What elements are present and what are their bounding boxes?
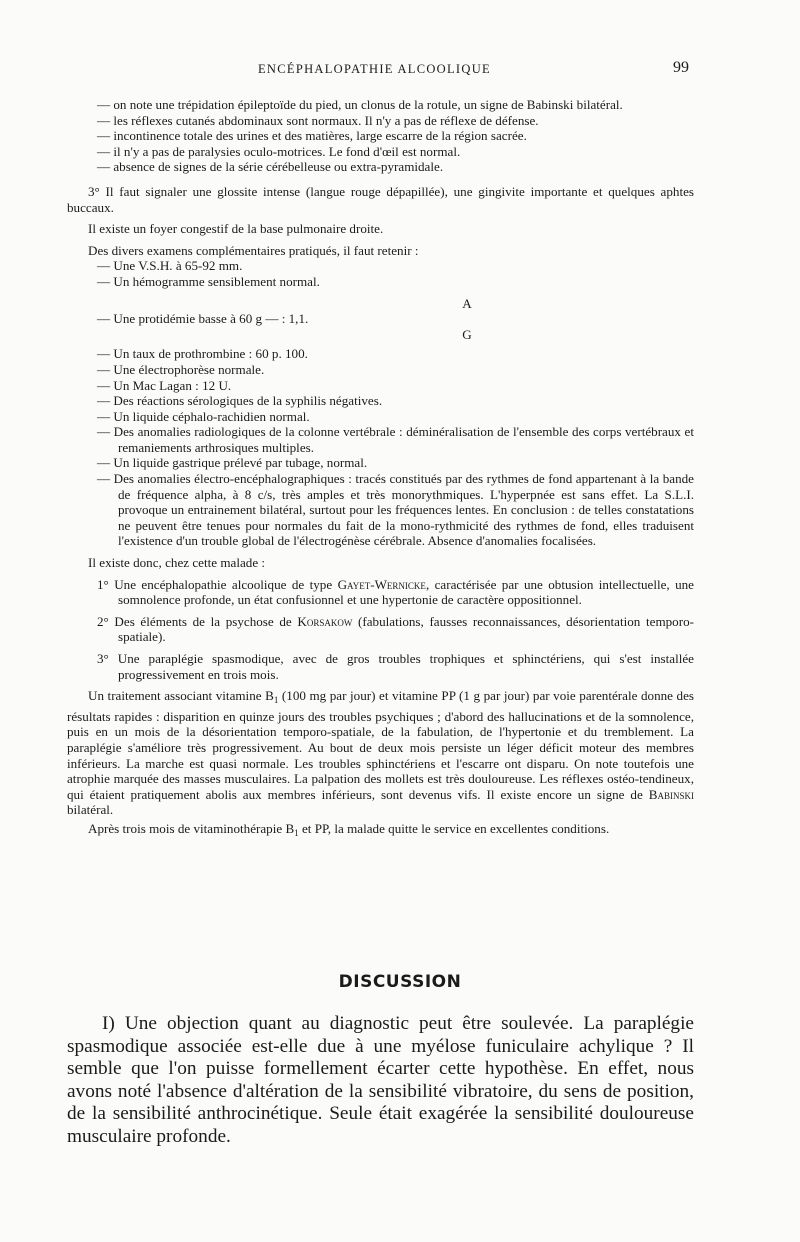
list-item: — Un taux de prothrombine : 60 p. 100. xyxy=(97,346,308,362)
list-item: — Des réactions sérologiques de la syphilis négatives. xyxy=(97,393,383,409)
list-item: — Des anomalies radiologiques de la colonne vertébrale : déminéralisation de l'ensemble des corps vertébraux et remaniements arthrosiques multiples. xyxy=(97,424,694,455)
list-item: — Un Mac Lagan : 12 U. xyxy=(97,377,232,393)
paragraph-foyer: Il existe un foyer congestif de la base pulmonaire droite. xyxy=(88,221,384,237)
list-item: — Un hémogramme sensiblement normal. xyxy=(97,273,320,289)
list-item: — il n'y a pas de paralysies oculo-motrices. Le fond d'œil est normal. xyxy=(97,143,461,159)
exams-intro: Des divers examens complémentaires pratiqués, il faut retenir : xyxy=(88,242,419,258)
paragraph-treatment: Un traitement associant vitamine $B_1$ (100 mg par jour) et vitamine PP (1 g par jour) par voie parentérale donne des résultats rapides : disparition en quinze jours des troubles psychiques ; d'abord des hallucinations et de la somnolence, puis en un mois de la désorientation temporo-spatiale, de la fabulation, de l'hypertonie et du tremblement. La paraplégie s'améliore très progressivement. Au bout de deux mois persiste un léger déficit moteur des membres inférieurs. La marche est quasi normale. Les troubles sphinctériens et l'escarre ont disparu. On note toutefois une atrophie marquée des masses musculaires. La palpation des mollets est très douloureuse. Les réflexes ostéo-tendineux, qui étaient pratiquement abolis aux membres inférieurs, sont devenus vifs. Il existe encore un signe de Babinski bilatéral. xyxy=(67,688,694,818)
list-item: — on note une trépidation épileptoïde du pied, un clonus de la rotule, un signe de Babinski bilatéral. xyxy=(97,97,623,112)
paragraph-conclusion: Après trois mois de vitaminothérapie $B_1$ et PP, la malade quitte le service en excellentes conditions. xyxy=(88,820,610,838)
author-name: Babinski xyxy=(648,786,694,802)
list-item: — Un liquide gastrique prélevé par tubage, normal. xyxy=(97,455,368,471)
page-number: 99 xyxy=(673,59,689,76)
author-name: Korsakow xyxy=(297,613,353,629)
summary-intro: Il existe donc, chez cette malade : xyxy=(88,555,266,571)
list-item: — Une protidémie basse à 60 g — : 1,1. xyxy=(97,311,309,327)
author-name: Gayet-Wernicke xyxy=(337,576,426,592)
summary-item-2: 2° Des éléments de la psychose de Korsakow (fabulations, fausses reconnaissances, désorientation temporo-spatiale). xyxy=(97,613,694,645)
list-item: — les réflexes cutanés abdominaux sont normaux. Il n'y a pas de réflexe de défense. xyxy=(97,112,539,128)
list-item: — Des anomalies électro-encéphalographiques : tracés constitués par des rythmes de fond appartenant à la bande de fréquence alpha, à 8 c/s, très amples et très monorythmiques. L'hyperpnée est sans effet. La S.L.I. provoque un entrainement bilatéral, surtout pour les fréquences lentes. En conclusion : de telles constatations ne peuvent être tenues pour normales du fait de la mono-rythmicité des rythmes de fond, elles traduisent l'existence d'un trouble global de l'électrogénèse cérébrale. Absence d'anomalies focalisées. xyxy=(97,471,694,549)
case-report-body xyxy=(67,97,694,842)
list-item: — Un liquide céphalo-rachidien normal. xyxy=(97,408,310,424)
list-item: — incontinence totale des urines et des matières, large escarre de la région sacrée. xyxy=(97,128,527,144)
list-item: — Une électrophorèse normale. xyxy=(97,361,265,377)
summary-item-1: 1° Une encéphalopathie alcoolique de type Gayet-Wernicke, caractérisée par une obtusion intellectuelle, une somnolence profonde, un état confusionnel et une hypertonie de caractère oppositionnel. xyxy=(97,576,694,608)
paragraph-glossite: 3° Il faut signaler une glossite intense (langue rouge dépapillée), une gingivite importante et quelques aphtes buccaux. xyxy=(67,183,694,215)
running-header xyxy=(0,59,800,82)
list-item: — absence de signes de la série cérébelleuse ou extra-pyramidale. xyxy=(97,159,444,175)
ratio-denominator: G xyxy=(462,326,472,342)
section-heading: DISCUSSION xyxy=(338,972,462,992)
list-item: — Une V.S.H. à 65-92 mm. xyxy=(97,258,243,274)
summary-item-3: 3° Une paraplégie spasmodique, avec de gros troubles trophiques et sphinctériens, qui s'est installée progressivement en trois mois. xyxy=(97,651,694,682)
running-title: ENCÉPHALOPATHIE ALCOOLIQUE xyxy=(258,62,491,76)
discussion-paragraph: I) Une objection quant au diagnostic peut être soulevée. La paraplégie spasmodique associée est-elle due à une myélose funiculaire achylique ? Il semble que l'on puisse formellement écarter cette hypothèse. En effet, nous avons noté l'absence d'altération de la sensibilité vibratoire, du sens de position, de la sensibilité anthrocinétique. Seule était exagérée la sensibilité douloureuse musculaire profonde. xyxy=(67,1013,694,1147)
ratio-numerator: A xyxy=(462,295,472,311)
